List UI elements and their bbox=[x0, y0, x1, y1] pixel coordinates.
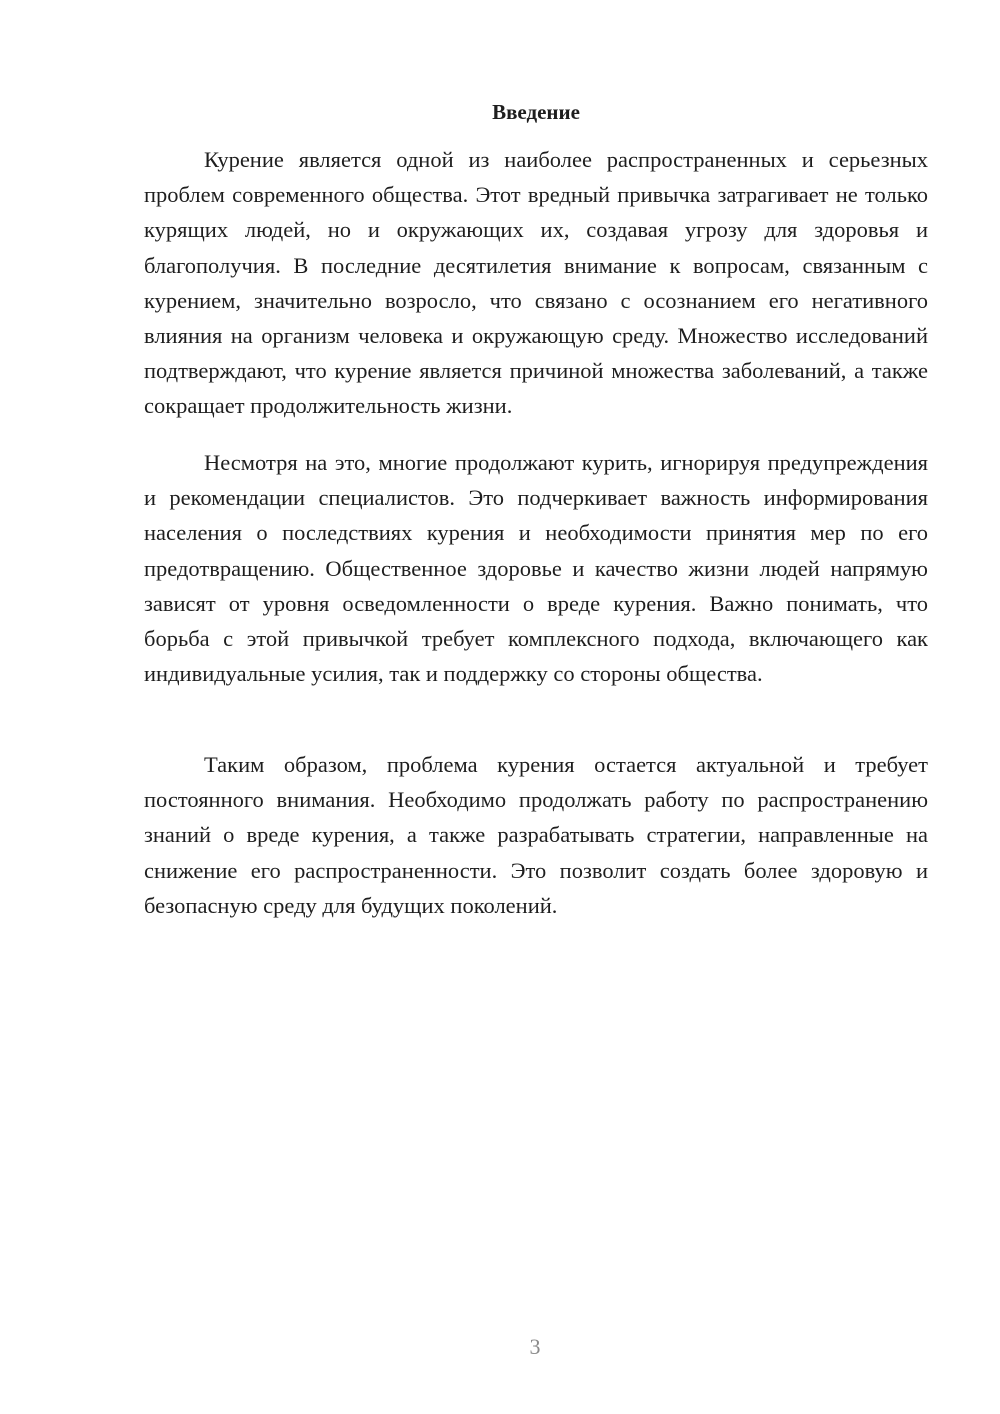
paragraph-2: Несмотря на это, многие продолжают курить, игнорируя предупреждения и рекомендации специалистов. Это подчеркивает важность информирования населения о последствиях курения и необходимости принятия мер по его предотвращению. Общественное здоровье и качество жизни людей напрямую зависят от уровня осведомленности о вреде курения. Важно понимать, что борьба с этой привычкой требует комплексного подхода, включающего как индивидуальные усилия, так и поддержку со стороны общества. bbox=[144, 450, 928, 687]
paragraph-3: Таким образом, проблема курения остается актуальной и требует постоянного внимания. Необходимо продолжать работу по распространению знаний о вреде курения, а также разрабатывать стратегии, направленные на снижение его распространенности. Это позволит создать более здоровую и безопасную среду для будущих поколений. bbox=[144, 752, 928, 918]
section-heading: Введение bbox=[492, 100, 580, 124]
page-number: 3 bbox=[529, 1334, 541, 1359]
paragraph-1: Курение является одной из наиболее распространенных и серьезных проблем современного общества. Этот вредный привычка затрагивает не только курящих людей, но и окружающих их, создавая угрозу для здоровья и благополучия. В последние десятилетия внимание к вопросам, связанным с курением, значительно возросло, что связано с осознанием его негативного влияния на организм человека и окружающую среду. Множество исследований подтверждают, что курение является причиной множества заболеваний, а также сокращает продолжительность жизни. bbox=[144, 147, 928, 419]
